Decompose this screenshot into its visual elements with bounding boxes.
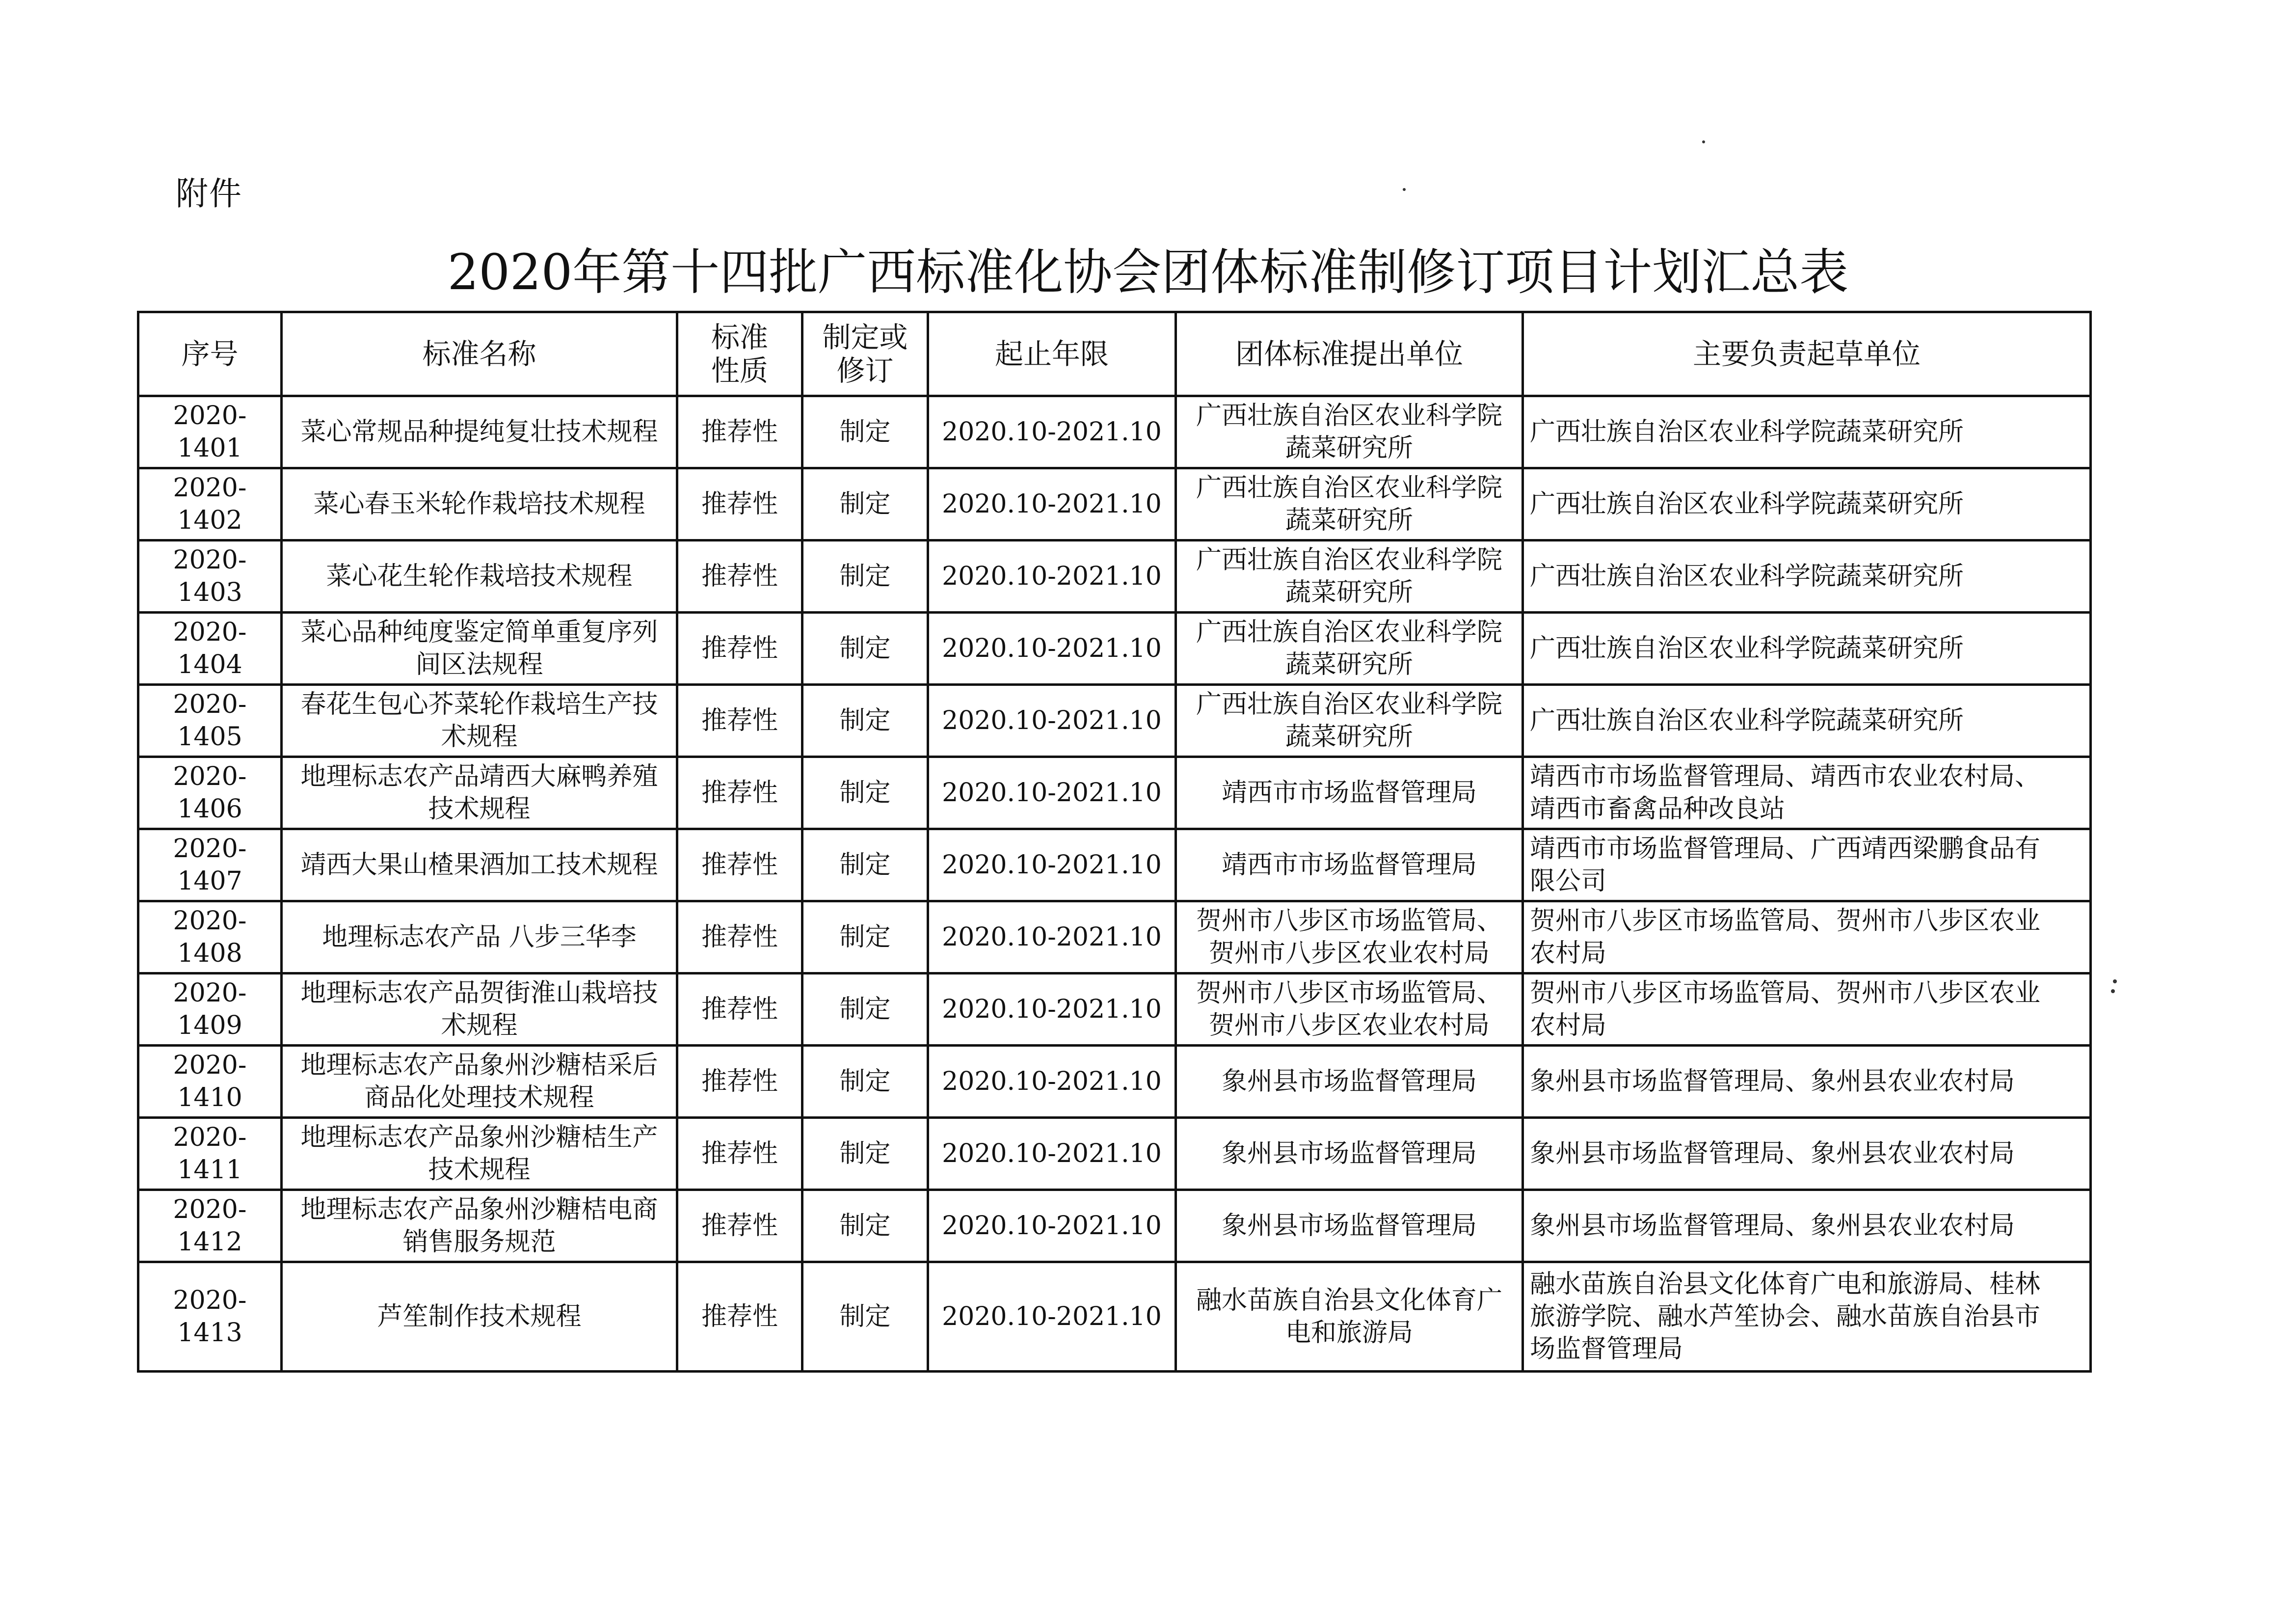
cell-standard-nature: 推荐性 (677, 1262, 802, 1372)
cell-standard-name: 地理标志农产品靖西大麻鸭养殖 技术规程 (282, 757, 677, 829)
cell-standard-name: 芦笙制作技术规程 (282, 1262, 677, 1372)
cell-draft-or-revise: 制定 (802, 1190, 928, 1262)
scan-speck (2111, 989, 2115, 993)
cell-standard-nature: 推荐性 (677, 613, 802, 685)
cell-standard-nature: 推荐性 (677, 685, 802, 757)
cell-seq: 2020-1405 (138, 685, 282, 757)
project-plan-table (137, 311, 2092, 1373)
cell-drafter: 象州县市场监督管理局、象州县农业农村局 (1523, 1118, 2091, 1190)
cell-proposer: 贺州市八步区市场监管局、 贺州市八步区农业农村局 (1176, 974, 1523, 1046)
scan-speck (1702, 140, 1705, 143)
cell-period: 2020.10-2021.10 (928, 613, 1176, 685)
cell-proposer: 融水苗族自治县文化体育广 电和旅游局 (1176, 1262, 1523, 1372)
cell-period: 2020.10-2021.10 (928, 541, 1176, 613)
cell-draft-or-revise: 制定 (802, 1118, 928, 1190)
cell-draft-or-revise: 制定 (802, 685, 928, 757)
table-row (138, 1262, 2091, 1372)
header-drafter: 主要负责起草单位 (1523, 312, 2091, 396)
table-row (138, 613, 2091, 685)
cell-proposer: 靖西市市场监督管理局 (1176, 757, 1523, 829)
header-draft-or-revise: 制定或 修订 (802, 312, 928, 396)
cell-drafter: 广西壮族自治区农业科学院蔬菜研究所 (1523, 396, 2091, 468)
scan-speck (2113, 979, 2117, 983)
cell-seq: 2020-1402 (138, 468, 282, 541)
table-row (138, 468, 2091, 541)
cell-drafter: 靖西市市场监督管理局、靖西市农业农村局、 靖西市畜禽品种改良站 (1523, 757, 2091, 829)
cell-period: 2020.10-2021.10 (928, 829, 1176, 901)
header-proposer: 团体标准提出单位 (1176, 312, 1523, 396)
table-row (138, 1046, 2091, 1118)
cell-standard-name: 春花生包心芥菜轮作栽培生产技 术规程 (282, 685, 677, 757)
table-body (138, 396, 2091, 1372)
cell-draft-or-revise: 制定 (802, 396, 928, 468)
cell-drafter: 广西壮族自治区农业科学院蔬菜研究所 (1523, 613, 2091, 685)
cell-seq: 2020-1404 (138, 613, 282, 685)
cell-standard-nature: 推荐性 (677, 1190, 802, 1262)
cell-period: 2020.10-2021.10 (928, 757, 1176, 829)
cell-proposer: 广西壮族自治区农业科学院 蔬菜研究所 (1176, 613, 1523, 685)
cell-standard-name: 菜心春玉米轮作栽培技术规程 (282, 468, 677, 541)
cell-standard-nature: 推荐性 (677, 901, 802, 974)
cell-draft-or-revise: 制定 (802, 1046, 928, 1118)
document-title: 2020年第十四批广西标准化协会团体标准制修订项目计划汇总表 (447, 243, 1849, 301)
header-period: 起止年限 (928, 312, 1176, 396)
table-header-row (138, 312, 2091, 396)
cell-drafter: 靖西市市场监督管理局、广西靖西梁鹏食品有 限公司 (1523, 829, 2091, 901)
header-standard-nature: 标准 性质 (677, 312, 802, 396)
table-row (138, 1190, 2091, 1262)
table-row (138, 829, 2091, 901)
cell-drafter: 象州县市场监督管理局、象州县农业农村局 (1523, 1046, 2091, 1118)
cell-drafter: 融水苗族自治县文化体育广电和旅游局、桂林 旅游学院、融水芦笙协会、融水苗族自治县市 场监督管理局 (1523, 1262, 2091, 1372)
cell-proposer: 象州县市场监督管理局 (1176, 1046, 1523, 1118)
cell-standard-name: 地理标志农产品贺街淮山栽培技 术规程 (282, 974, 677, 1046)
table-row (138, 901, 2091, 974)
cell-draft-or-revise: 制定 (802, 468, 928, 541)
cell-period: 2020.10-2021.10 (928, 1046, 1176, 1118)
cell-draft-or-revise: 制定 (802, 541, 928, 613)
cell-standard-name: 地理标志农产品象州沙糖桔生产 技术规程 (282, 1118, 677, 1190)
cell-draft-or-revise: 制定 (802, 901, 928, 974)
cell-seq: 2020-1401 (138, 396, 282, 468)
cell-standard-name: 菜心常规品种提纯复壮技术规程 (282, 396, 677, 468)
cell-standard-name: 地理标志农产品 八步三华李 (282, 901, 677, 974)
cell-proposer: 贺州市八步区市场监管局、 贺州市八步区农业农村局 (1176, 901, 1523, 974)
cell-drafter: 广西壮族自治区农业科学院蔬菜研究所 (1523, 685, 2091, 757)
cell-proposer: 广西壮族自治区农业科学院 蔬菜研究所 (1176, 396, 1523, 468)
cell-proposer: 靖西市市场监督管理局 (1176, 829, 1523, 901)
header-standard-name: 标准名称 (282, 312, 677, 396)
cell-period: 2020.10-2021.10 (928, 468, 1176, 541)
cell-standard-nature: 推荐性 (677, 1118, 802, 1190)
cell-period: 2020.10-2021.10 (928, 1262, 1176, 1372)
cell-period: 2020.10-2021.10 (928, 1118, 1176, 1190)
scan-speck (1403, 188, 1406, 191)
cell-seq: 2020-1403 (138, 541, 282, 613)
table-row (138, 396, 2091, 468)
header-seq: 序号 (138, 312, 282, 396)
cell-period: 2020.10-2021.10 (928, 396, 1176, 468)
cell-period: 2020.10-2021.10 (928, 901, 1176, 974)
cell-seq: 2020-1411 (138, 1118, 282, 1190)
cell-proposer: 广西壮族自治区农业科学院 蔬菜研究所 (1176, 685, 1523, 757)
cell-standard-name: 地理标志农产品象州沙糖桔电商 销售服务规范 (282, 1190, 677, 1262)
cell-proposer: 象州县市场监督管理局 (1176, 1118, 1523, 1190)
cell-drafter: 广西壮族自治区农业科学院蔬菜研究所 (1523, 468, 2091, 541)
cell-standard-nature: 推荐性 (677, 757, 802, 829)
cell-draft-or-revise: 制定 (802, 1262, 928, 1372)
cell-seq: 2020-1412 (138, 1190, 282, 1262)
table-row (138, 757, 2091, 829)
cell-draft-or-revise: 制定 (802, 974, 928, 1046)
cell-standard-name: 地理标志农产品象州沙糖桔采后 商品化处理技术规程 (282, 1046, 677, 1118)
cell-standard-nature: 推荐性 (677, 829, 802, 901)
cell-period: 2020.10-2021.10 (928, 1190, 1176, 1262)
cell-seq: 2020-1410 (138, 1046, 282, 1118)
attachment-label: 附件 (176, 175, 242, 213)
cell-drafter: 贺州市八步区市场监管局、贺州市八步区农业 农村局 (1523, 901, 2091, 974)
cell-seq: 2020-1408 (138, 901, 282, 974)
cell-period: 2020.10-2021.10 (928, 974, 1176, 1046)
cell-proposer: 象州县市场监督管理局 (1176, 1190, 1523, 1262)
cell-draft-or-revise: 制定 (802, 829, 928, 901)
cell-drafter: 广西壮族自治区农业科学院蔬菜研究所 (1523, 541, 2091, 613)
cell-standard-name: 菜心品种纯度鉴定简单重复序列 间区法规程 (282, 613, 677, 685)
cell-standard-nature: 推荐性 (677, 974, 802, 1046)
cell-proposer: 广西壮族自治区农业科学院 蔬菜研究所 (1176, 468, 1523, 541)
cell-proposer: 广西壮族自治区农业科学院 蔬菜研究所 (1176, 541, 1523, 613)
cell-period: 2020.10-2021.10 (928, 685, 1176, 757)
cell-seq: 2020-1409 (138, 974, 282, 1046)
table-row (138, 685, 2091, 757)
cell-seq: 2020-1413 (138, 1262, 282, 1372)
cell-seq: 2020-1407 (138, 829, 282, 901)
cell-standard-nature: 推荐性 (677, 468, 802, 541)
cell-drafter: 贺州市八步区市场监管局、贺州市八步区农业 农村局 (1523, 974, 2091, 1046)
cell-seq: 2020-1406 (138, 757, 282, 829)
cell-standard-nature: 推荐性 (677, 1046, 802, 1118)
table-row (138, 541, 2091, 613)
cell-standard-nature: 推荐性 (677, 541, 802, 613)
table-row (138, 1118, 2091, 1190)
cell-draft-or-revise: 制定 (802, 757, 928, 829)
cell-draft-or-revise: 制定 (802, 613, 928, 685)
table-row (138, 974, 2091, 1046)
cell-standard-name: 菜心花生轮作栽培技术规程 (282, 541, 677, 613)
cell-standard-name: 靖西大果山楂果酒加工技术规程 (282, 829, 677, 901)
cell-standard-nature: 推荐性 (677, 396, 802, 468)
cell-drafter: 象州县市场监督管理局、象州县农业农村局 (1523, 1190, 2091, 1262)
